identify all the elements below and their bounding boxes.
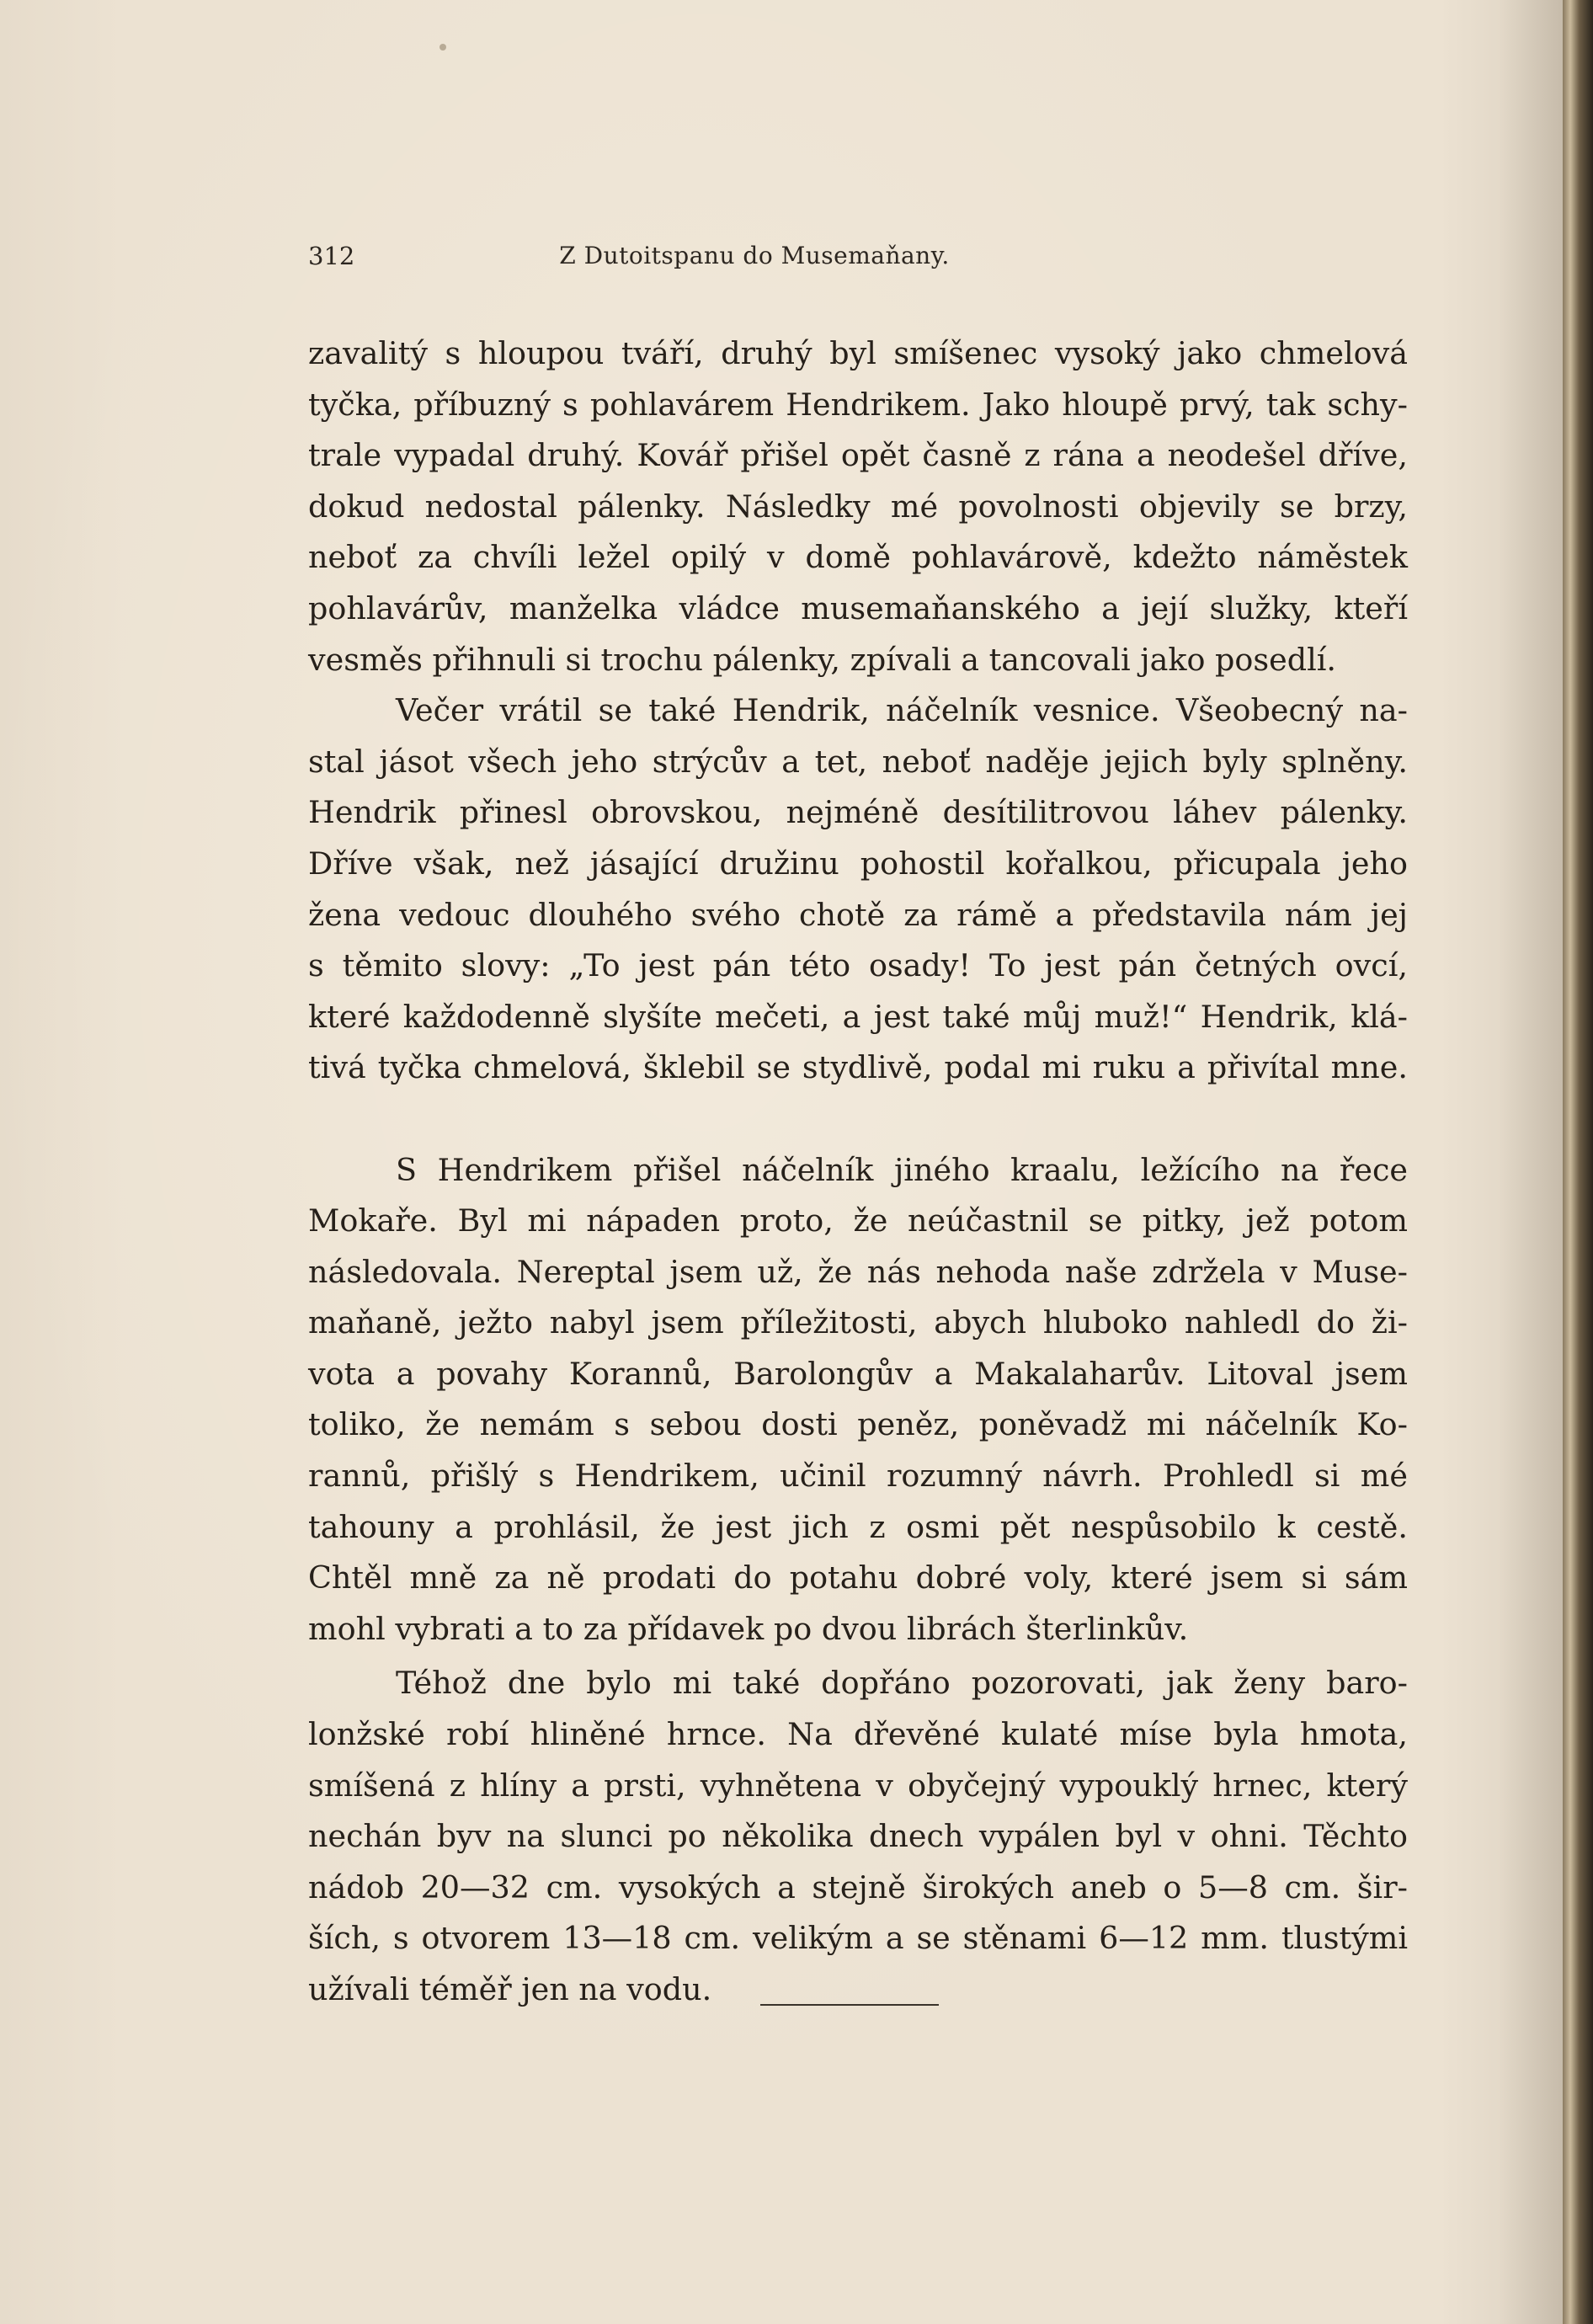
text-line: rannů, přišlý s Hendrikem, učinil rozumný návrh. Prohledl si mé (308, 1458, 1408, 1495)
text-line: ších, s otvorem 13—18 cm. velikým a se stěnami 6—12 mm. tlustými (308, 1920, 1408, 1957)
text-line: Mokaře. Byl mi nápaden proto, že neúčastnil se pitky, jež potom (308, 1202, 1408, 1239)
text-line: Dříve však, než jásající družinu pohostil kořalkou, přicupala jeho (308, 845, 1408, 882)
page-edge (1563, 0, 1593, 2324)
text-line: Chtěl mně za ně prodati do potahu dobré voly, které jsem si sám (308, 1559, 1408, 1596)
section-end-rule (760, 2004, 939, 2006)
text-line: dokud nedostal pálenky. Následky mé povolnosti objevily se brzy, (308, 488, 1408, 525)
text-line: trale vypadal druhý. Kovář přišel opět časně z rána a neodešel dříve, (308, 437, 1408, 474)
text-line: Večer vrátil se také Hendrik, náčelník vesnice. Všeobecný na- (396, 692, 1408, 729)
text-line: vesměs přihnuli si trochu pálenky, zpívali a tancovali jako posedlí. (308, 641, 1337, 678)
paragraph (308, 685, 1408, 1144)
text-line: tivá tyčka chmelová, šklebil se stydlivě, podal mi ruku a přivítal mne. (308, 1049, 1408, 1086)
page-number: 312 (308, 242, 355, 270)
text-line: Téhož dne bylo mi také dopřáno pozorovati, jak ženy baro- (396, 1665, 1408, 1702)
body-text (308, 328, 1408, 2016)
text-line: vota a povahy Korannů, Barolongův a Makalaharův. Litoval jsem (308, 1355, 1408, 1392)
text-line: žena vedouc dlouhého svého chotě za rámě a představila nám jej (308, 896, 1408, 933)
text-line: smíšená z hlíny a prsti, vyhnětena v obyčejný vypouklý hrnec, který (308, 1767, 1408, 1804)
text-line: lonžské robí hliněné hrnce. Na dřevěné kulaté míse byla hmota, (308, 1716, 1408, 1753)
text-line: Hendrik přinesl obrovskou, nejméně desítilitrovou láhev pálenky. (308, 794, 1408, 831)
text-line: tyčka, příbuzný s pohlavárem Hendrikem. Jako hloupě prvý, tak schy- (308, 386, 1408, 423)
text-line: s těmito slovy: „To jest pán této osady! To jest pán četných ovcí, (308, 947, 1408, 984)
paragraph (308, 328, 1408, 685)
paper-speck (440, 44, 446, 51)
text-line: maňaně, ježto nabyl jsem příležitosti, abych hluboko nahledl do ži- (308, 1304, 1408, 1341)
page-gutter-shadow (1499, 0, 1564, 2324)
text-line: stal jásot všech jeho strýcův a tet, neboť naděje jejich byly splněny. (308, 743, 1408, 780)
text-line: které každodenně slyšíte mečeti, a jest také můj muž!“ Hendrik, klá- (308, 998, 1408, 1035)
text-line: užívali téměř jen na vodu. (308, 1971, 712, 2007)
text-line: tahouny a prohlásil, že jest jich z osmi pět nespůsobilo k cestě. (308, 1508, 1408, 1545)
text-line: S Hendrikem přišel náčelník jiného kraalu, ležícího na řece (396, 1151, 1408, 1188)
text-line: pohlavárův, manželka vládce musemaňanského a její služky, kteří (308, 589, 1408, 626)
paragraph (308, 1145, 1408, 1655)
text-line: neboť za chvíli ležel opilý v domě pohlavárově, kdežto náměstek (308, 539, 1408, 576)
paragraph (308, 1658, 1408, 2015)
running-title: Z Dutoitspanu do Musemaňany. (559, 242, 950, 269)
text-line: zavalitý s hloupou tváří, druhý byl smíšenec vysoký jako chmelová (308, 335, 1408, 371)
text-line: toliko, že nemám s sebou dosti peněz, poněvadž mi náčelník Ko- (308, 1406, 1408, 1443)
text-line: nádob 20—32 cm. vysokých a stejně širokých aneb o 5—8 cm. šir- (308, 1868, 1408, 1906)
text-line: nechán byv na slunci po několika dnech vypálen byl v ohni. Těchto (308, 1818, 1408, 1855)
page-header (308, 242, 1074, 284)
text-line: mohl vybrati a to za přídavek po dvou librách šterlinkův. (308, 1610, 1189, 1647)
text-line: následovala. Nereptal jsem už, že nás nehoda naše zdržela v Muse- (308, 1253, 1408, 1290)
text-line (308, 1094, 1408, 1145)
